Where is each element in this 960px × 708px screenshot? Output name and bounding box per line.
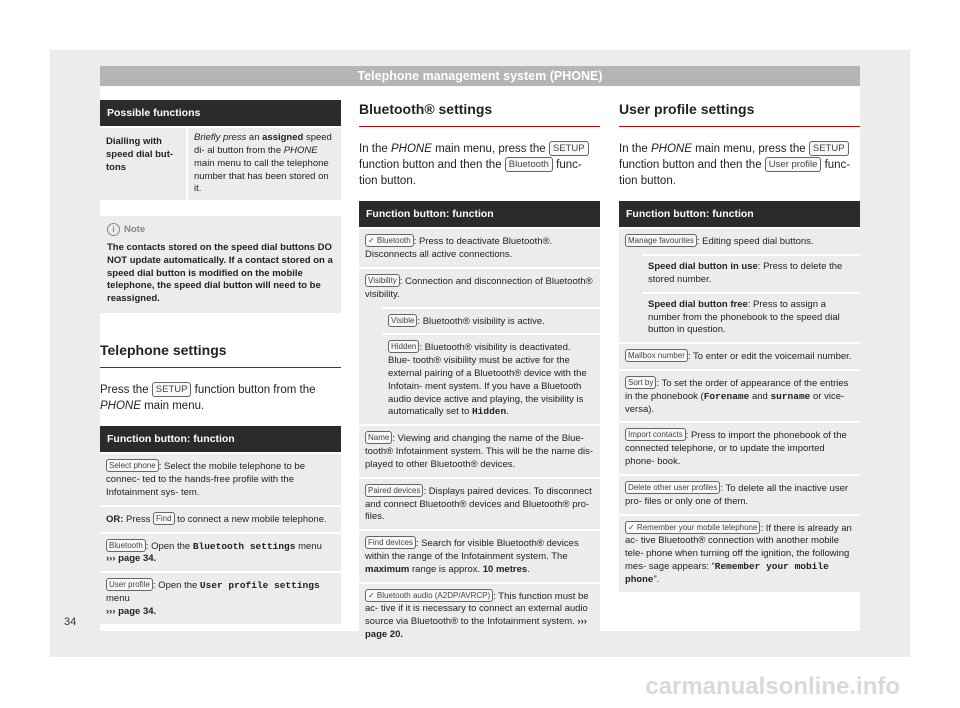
bluetooth-audio-button: ✓ Bluetooth audio (A2DP/AVRCP): [365, 589, 493, 602]
text: : Select the mobile telephone to be connec- ted to the hands-free profile with the Infotainment sys- tem.: [106, 461, 305, 498]
table-row: [359, 529, 600, 581]
text: : Press to import the phonebook of the connected telephone, or to update the imported phone- book.: [625, 430, 847, 468]
hidden-button: Hidden: [388, 340, 419, 353]
delete-profiles-button: Delete other user profiles: [625, 481, 720, 494]
page-reference: ››› page 34.: [106, 605, 157, 617]
table-row: [359, 267, 600, 307]
text: to connect a new mobile telephone.: [174, 513, 327, 525]
page-number: 34: [64, 616, 77, 628]
text: .: [527, 563, 530, 575]
column-right: [619, 100, 860, 592]
text: : To delete all the inactive user pro- files or only one of them.: [625, 482, 849, 507]
page-reference: ››› page 34.: [106, 553, 157, 565]
bluetooth-button: Bluetooth: [106, 539, 146, 552]
text: func- tion button.: [359, 158, 582, 188]
column-left: [100, 100, 341, 624]
sort-by-button: Sort by: [625, 376, 656, 389]
text: Press the: [100, 384, 152, 396]
text: an: [246, 132, 263, 144]
text: : To enter or edit the voicemail number.: [687, 351, 852, 363]
table-row: [100, 505, 341, 532]
user-profile-button: User profile: [765, 157, 822, 172]
table-row: [619, 474, 860, 514]
table-row: [100, 571, 341, 623]
bluetooth-checkbox-button: ✓ Bluetooth: [365, 234, 414, 247]
telephone-settings-section: [100, 341, 341, 624]
table-row: [359, 477, 600, 529]
visibility-button: Visibility: [365, 274, 400, 287]
text: main menu, press the: [431, 142, 549, 155]
bold: assigned: [262, 132, 304, 144]
text: func- tion button.: [619, 158, 851, 188]
table-row: [619, 421, 860, 473]
menu-name: User profile settings: [199, 580, 320, 592]
row-label: Dialling with speed dial but- tons: [106, 136, 174, 173]
page-header: Telephone management system (PHONE): [100, 66, 860, 86]
text: : Open the: [152, 580, 200, 592]
text: : This function must be ac- tive if it is necessary to connect an external audio source via Bluetooth® to the Infotainment system.: [365, 590, 589, 628]
watermark: carmanualsonline.info: [645, 673, 900, 700]
text: ”.: [653, 573, 660, 585]
text: Press: [123, 513, 153, 525]
bold: Speed dial button free: [648, 298, 748, 310]
table-row: [382, 333, 600, 424]
section-heading: User profile settings: [619, 100, 860, 127]
text: function button and then the: [359, 158, 505, 171]
text: : Press to assign a number from the phonebook to the speed dial button in question.: [648, 298, 840, 336]
text: : Viewing and changing the name of the Blue- tooth® Infotainment system. This will be the name dis- played to other Bluetooth® devices.: [365, 433, 594, 470]
bold: maximum: [365, 563, 410, 575]
mailbox-number-button: Mailbox number: [625, 349, 688, 362]
text: and: [749, 390, 771, 402]
bold: 10 metres: [482, 563, 528, 575]
name-button: Name: [365, 431, 392, 444]
note-text: The contacts stored on the speed dial buttons DO NOT update automatically. If a contact stored on a speed dial button is modified on the mobile telephone, the speed dial button will need to be reassigned.: [107, 242, 333, 305]
section-intro: [359, 141, 600, 189]
table-row: [100, 452, 341, 504]
table-row: [359, 424, 600, 476]
setup-button: SETUP: [152, 382, 192, 397]
note-title: [107, 223, 334, 237]
emphasis: Briefly press: [194, 132, 247, 144]
table-row: [359, 227, 600, 267]
text: : Bluetooth® visibility is active.: [417, 315, 545, 327]
text: function button and then the: [619, 158, 765, 171]
find-button: Find: [153, 512, 175, 525]
section-intro: [619, 141, 860, 189]
note-title-text: Note: [124, 224, 146, 236]
row-text: [186, 128, 341, 200]
table-row: [642, 254, 860, 292]
bold: Speed dial button in use: [648, 261, 758, 273]
table-row: [382, 307, 600, 334]
column-middle: [359, 100, 600, 647]
text: menu: [106, 593, 130, 605]
text: In the: [619, 142, 651, 155]
text: range is approx.: [409, 563, 483, 575]
section-heading: Bluetooth® settings: [359, 100, 600, 127]
table-row: [619, 369, 860, 421]
table-row: [619, 342, 860, 369]
text: or vice-versa).: [625, 390, 845, 415]
emphasis: PHONE: [100, 400, 141, 413]
manage-favourites-button: Manage favourites: [625, 234, 697, 247]
text: .: [506, 406, 509, 418]
section-heading: Telephone settings: [100, 341, 341, 368]
emphasis: PHONE: [650, 142, 692, 155]
text: function button from the: [191, 384, 316, 396]
text: : If there is already an ac- tive Bluetooth® connection with another mobile tele- phone when turning off the ignition, the following mes- sage appears: “: [625, 522, 852, 572]
import-contacts-button: Import contacts: [625, 428, 686, 441]
possible-functions-table: [100, 100, 341, 200]
table-title: Function button: function: [359, 201, 600, 227]
remember-phone-button: ✓ Remember your mobile telephone: [625, 521, 760, 534]
setup-button: SETUP: [809, 141, 849, 156]
function-table: [619, 201, 860, 591]
table-title: Function button: function: [100, 426, 341, 452]
text: : Editing speed dial buttons.: [696, 236, 814, 248]
text: menu: [295, 540, 322, 552]
value: Hidden: [471, 406, 507, 418]
text: : Search for visible Bluetooth® devices within the range of the Infotainment system. The: [365, 538, 579, 562]
function-table: [359, 201, 600, 647]
text: main menu, press the: [691, 142, 809, 155]
table-row: [100, 532, 341, 572]
table-row: [619, 227, 860, 254]
text: : Press to deactivate Bluetooth®. Disconnects all active connections.: [365, 236, 553, 261]
table-title: Possible functions: [100, 100, 341, 126]
page-reference: ››› page 20.: [365, 616, 587, 641]
info-icon: i: [107, 223, 120, 236]
select-phone-button: Select phone: [106, 459, 159, 472]
visible-button: Visible: [388, 314, 417, 327]
table-row: [642, 292, 860, 342]
function-table: [100, 426, 341, 623]
text: : Press to delete the stored number.: [648, 261, 843, 285]
find-devices-button: Find devices: [365, 536, 416, 549]
bold: OR:: [106, 513, 124, 525]
text: main menu to call the telephone number that has been stored on it.: [194, 157, 329, 195]
text: In the: [359, 142, 391, 155]
text: : Connection and disconnection of Bluetooth® visibility.: [365, 275, 593, 300]
section-intro: [100, 382, 341, 414]
text: main menu.: [140, 400, 205, 413]
text: : To set the order of appearance of the entries in the phonebook (: [625, 378, 849, 402]
menu-name: Bluetooth settings: [192, 540, 296, 552]
user-profile-button: User profile: [106, 578, 153, 591]
emphasis: PHONE: [390, 142, 432, 155]
text: : Bluetooth® visibility is deactivated. Blue- tooth® visibility must be active for the external pairing of a Bluetooth® device with the Infotain- ment system. If you have a Bluetooth audio device active and playing, the visibility is automatically set to: [388, 342, 587, 418]
message: Remember your mobile phone: [625, 560, 829, 585]
note-box: [100, 216, 341, 313]
table-row: [619, 514, 860, 592]
value: Forename: [703, 390, 750, 402]
bluetooth-button: Bluetooth: [505, 157, 553, 172]
emphasis: PHONE: [283, 144, 318, 156]
paired-devices-button: Paired devices: [365, 484, 423, 497]
text: speed di- al button from the: [194, 132, 332, 156]
table-title: Function button: function: [619, 201, 860, 227]
value: surname: [770, 390, 811, 402]
table-row: [100, 126, 341, 200]
text: : Displays paired devices. To disconnect and connect Bluetooth® devices and Bluetooth® pro- files.: [365, 485, 592, 523]
setup-button: SETUP: [549, 141, 589, 156]
text: : Open the: [145, 540, 193, 552]
table-row: [359, 582, 600, 647]
